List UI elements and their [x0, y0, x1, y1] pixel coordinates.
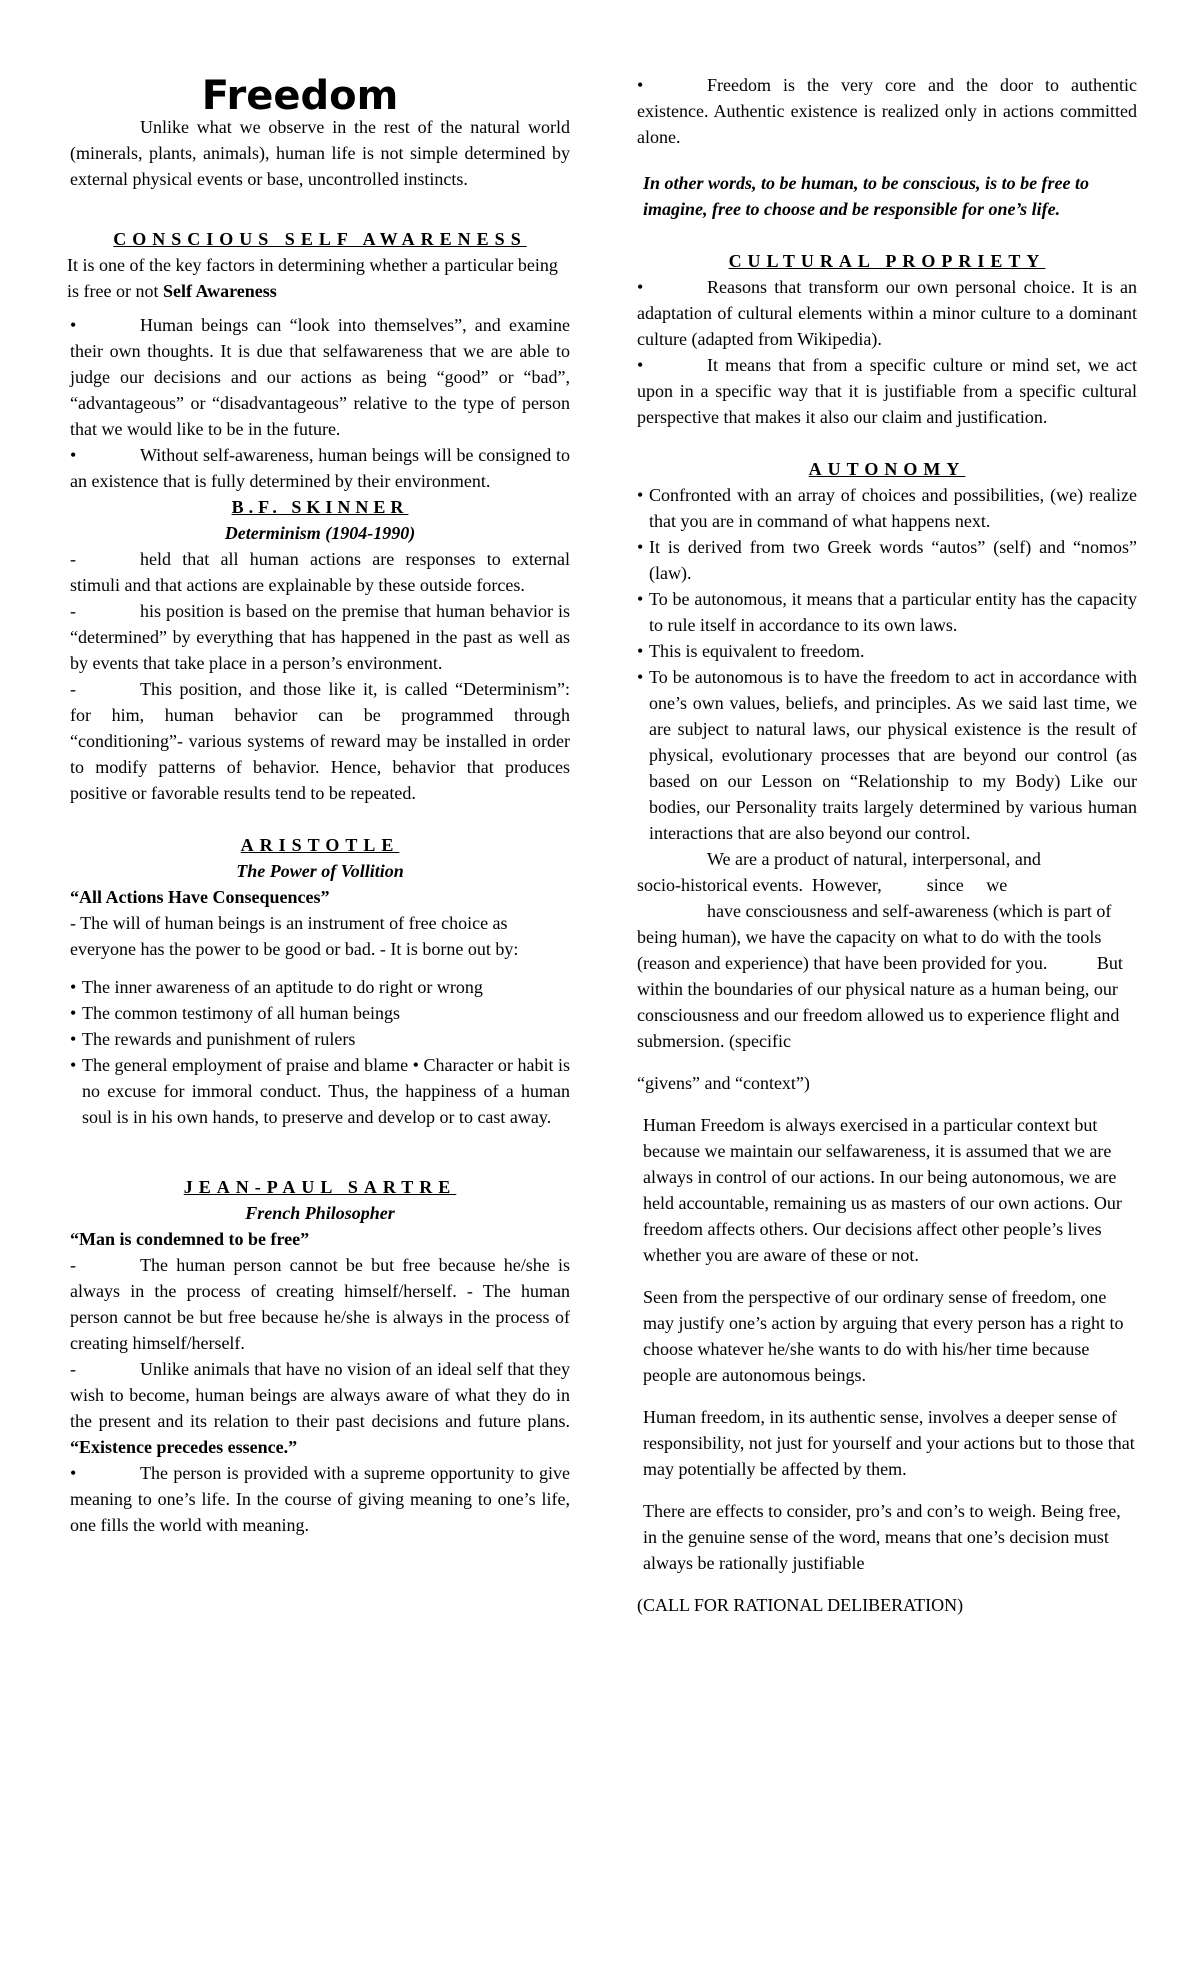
core-point: • Freedom is the very core and the door to authentic existence. Authentic existence is realized only in actions committed alone. [637, 72, 1137, 150]
aristotle-quote: “All Actions Have Consequences” [70, 887, 330, 907]
sartre-point-2 [70, 1356, 570, 1460]
bullet-mark: • [70, 445, 77, 465]
self-awareness-lead-bold: Self Awareness [162, 281, 277, 301]
heading-sartre: JEAN-PAUL SARTRE [183, 1177, 457, 1197]
bullet-mark: • [637, 277, 644, 297]
autonomy-paragraph-3: Human freedom, in its authentic sense, involves a deeper sense of responsibility, not just for yourself and your actions but to those that may potentially be affected by them. [643, 1407, 1135, 1479]
list-item: • This is equivalent to freedom. [637, 641, 865, 661]
list-item: • The common testimony of all human beings [70, 1003, 400, 1023]
self-awareness-lead-text: It is one of the key factors in determining whether a particular being is free or not [67, 255, 558, 301]
self-awareness-point-2: • Without self-awareness, human beings will be consigned to an existence that is fully determined by their environment. [70, 442, 570, 494]
dash-mark: - [70, 1359, 76, 1379]
sartre-point-3: • The person is provided with a supreme opportunity to give meaning to one’s life. In the course of giving meaning to one’s life, one fills the world with meaning. [70, 1460, 570, 1538]
heading-aristotle: ARISTOTLE [240, 835, 400, 855]
autonomy-product-line-2: socio-historical events. However, since we [637, 875, 1008, 895]
skinner-point-3: - This position, and those like it, is called “Determinism”: for him, human behavior can be programmed through “conditioning”- various systems of reward may be installed in order to modify patterns of behavior. Hence, behavior that produces positive or favorable results tend to be repeated. [70, 676, 570, 806]
heading-conscious-self-awareness: CONSCIOUS SELF AWARENESS [113, 229, 527, 249]
list-item: • The inner awareness of an aptitude to do right or wrong [70, 977, 483, 997]
subheading-power-of-vollition: The Power of Vollition [236, 861, 404, 881]
list-item: • It is derived from two Greek words “autos” (self) and “nomos” (law). [637, 537, 1137, 583]
list-item: • The general employment of praise and blame • Character or habit is no excuse for immoral conduct. Thus, the happiness of a human soul is in his own hands, to preserve and develop or to cast away. [70, 1055, 570, 1127]
bullet-mark: • [637, 355, 644, 375]
heading-skinner: B.F. SKINNER [231, 497, 409, 517]
dash-mark: - [70, 601, 76, 621]
aristotle-text: - The will of human beings is an instrument of free choice as everyone has the power to be good or bad. - It is borne out by: [70, 913, 519, 959]
list-item: • To be autonomous, it means that a particular entity has the capacity to rule itself in accordance to its own laws. [637, 589, 1137, 635]
sartre-point-1: - The human person cannot be but free because he/she is always in the process of creating himself/herself. - The human person cannot be but free because he/she is always in the process of creating himself/herself. [70, 1252, 570, 1356]
sartre-quote: “Man is condemned to be free” [70, 1229, 310, 1249]
sartre-existence-quote: “Existence precedes essence.” [70, 1437, 298, 1457]
heading-autonomy: AUTONOMY [808, 459, 966, 479]
dash-mark: - [70, 1255, 76, 1275]
skinner-point-1: - held that all human actions are responses to external stimuli and that actions are explainable by these outside forces. [70, 546, 570, 598]
autonomy-list [637, 482, 1137, 846]
right-column [637, 72, 1137, 1618]
heading-cultural-propriety: CULTURAL PROPRIETY [728, 251, 1046, 271]
subheading-determinism: Determinism (1904-1990) [224, 523, 416, 543]
bullet-mark: • [70, 315, 77, 335]
autonomy-paragraph-1: Human Freedom is always exercised in a particular context but because we maintain our selfawareness, it is assumed that we are always in control of our actions. In our being autonomous, we are held accountable, remaining us as masters of our own actions. Our freedom affects others. Our decisions affect other people’s lives whether you are aware of these or not. [643, 1115, 1122, 1265]
skinner-point-2: - his position is based on the premise that human behavior is “determined” by everything that has happened in the past as well as by events that take place in a person’s environment. [70, 598, 570, 676]
autonomy-closing: (CALL FOR RATIONAL DELIBERATION) [637, 1595, 964, 1615]
list-item: • The rewards and punishment of rulers [70, 1029, 356, 1049]
core-emphasis: In other words, to be human, to be conscious, is to be free to imagine, free to choose and be responsible for one’s life. [643, 173, 1090, 219]
dash-mark: - [70, 679, 76, 699]
left-column [67, 72, 570, 1538]
page-title: Freedom [201, 73, 399, 119]
autonomy-product-rest: have consciousness and self-awareness (which is part of being human), we have the capacity on what to do with the tools (reason and experience) that have been provided for you. But within the boundaries of our physical nature as a human being, our consciousness and our freedom allowed us to experience flight and submersion. (specific [637, 901, 1128, 1051]
self-awareness-point-1: • Human beings can “look into themselves”, and examine their own thoughts. It is due that selfawareness that we are able to judge our decisions and our actions as being “good” or “bad”, “advantageous” or “disadvantageous” relative to the type of person that we would like to be in the future. [70, 312, 570, 442]
cultural-point-1: • Reasons that transform our own personal choice. It is an adaptation of cultural elements within a minor culture to a dominant culture (adapted from Wikipedia). [637, 274, 1137, 352]
bullet-mark: • [70, 1463, 77, 1483]
autonomy-paragraph-4: There are effects to consider, pro’s and con’s to weigh. Being free, in the genuine sense of the word, means that one’s decision must always be rationally justifiable [643, 1501, 1121, 1573]
autonomy-paragraph-2: Seen from the perspective of our ordinary sense of freedom, one may justify one’s action by arguing that every person has a right to choose whatever he/she wants to do with his/her time because people are autonomous beings. [643, 1287, 1124, 1385]
self-awareness-lead [67, 252, 570, 304]
dash-mark: - [70, 549, 76, 569]
bullet-mark: • [637, 75, 644, 95]
sartre-point-2-text: Unlike animals that have no vision of an ideal self that they wish to become, human beings are always aware of what they do in the present and its relation to their past decisions and future plans. [70, 1359, 570, 1431]
subheading-french-philosopher: French Philosopher [245, 1203, 395, 1223]
intro-paragraph: Unlike what we observe in the rest of the natural world (minerals, plants, animals), human life is not simple determined by external physical events or base, uncontrolled instincts. [70, 117, 570, 189]
list-item: • To be autonomous is to have the freedom to act in accordance with one’s own values, beliefs, and principles. As we said last time, we are subject to natural laws, our physical existence is the result of physical, evolutionary processes that are beyond our control (as based on our Lesson on “Relationship to my Body) Like our bodies, our Personality traits largely determined by various human interactions that are also beyond our control. [637, 667, 1137, 843]
autonomy-givens: “givens” and “context”) [637, 1073, 810, 1093]
list-item: • Confronted with an array of choices and possibilities, (we) realize that you are in command of what happens next. [637, 485, 1137, 531]
aristotle-list [70, 974, 570, 1130]
cultural-point-2: • It means that from a specific culture or mind set, we act upon in a specific way that it is justifiable from a specific cultural perspective that makes it also our claim and justification. [637, 352, 1137, 430]
autonomy-product-line-1: We are a product of natural, interpersonal, and [707, 849, 1041, 869]
